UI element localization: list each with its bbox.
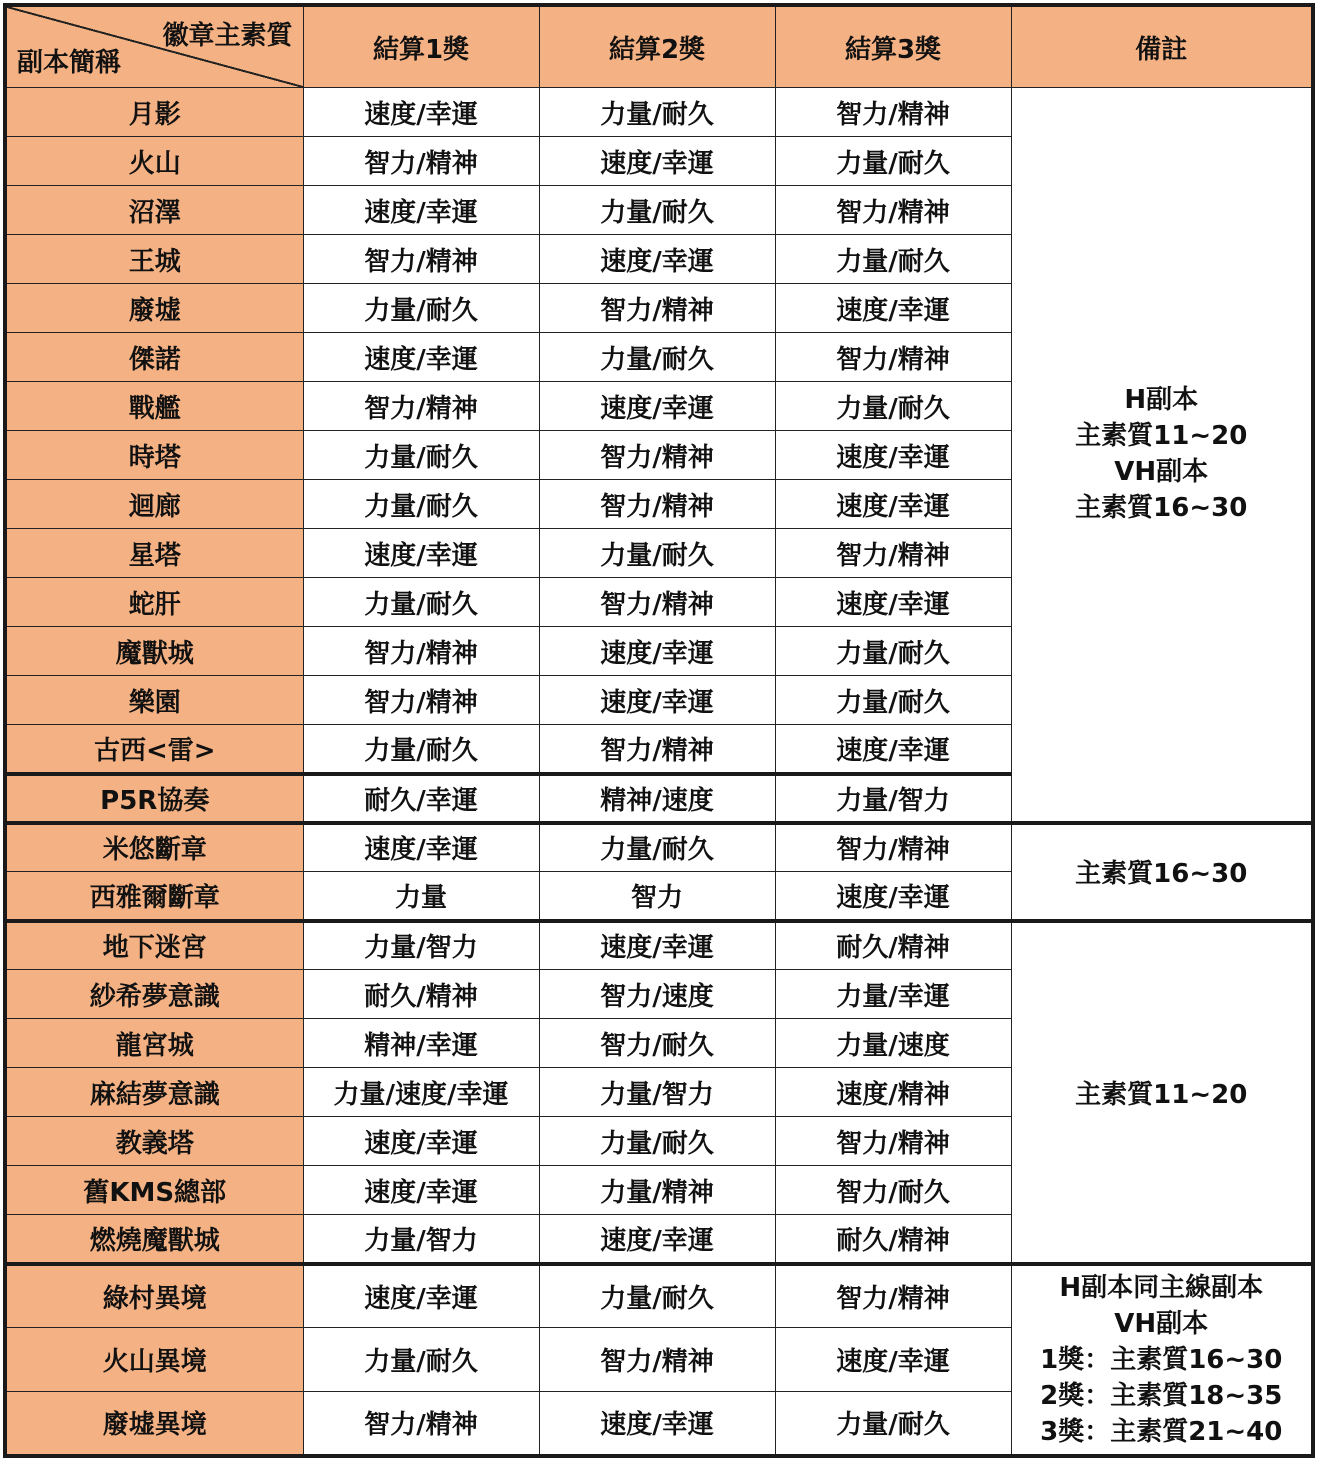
dungeon-name: 綠村異境 (5, 1264, 303, 1328)
reward-2-stats: 速度/幸運 (539, 1392, 775, 1456)
reward-1-stats: 速度/幸運 (303, 186, 539, 235)
note-group-3: 主素質11~20 (1011, 921, 1313, 1264)
reward-2-stats: 力量/智力 (539, 1068, 775, 1117)
reward-2-stats: 速度/幸運 (539, 627, 775, 676)
reward-3-stats: 智力/精神 (775, 186, 1011, 235)
reward-3-stats: 智力/精神 (775, 1117, 1011, 1166)
reward-3-stats: 智力/精神 (775, 823, 1011, 872)
reward-3-stats: 力量/耐久 (775, 137, 1011, 186)
table-row (5, 921, 1313, 970)
table-row (5, 823, 1313, 872)
dungeon-name: 龍宮城 (5, 1019, 303, 1068)
reward-1-stats: 力量/耐久 (303, 578, 539, 627)
reward-1-stats: 力量/耐久 (303, 284, 539, 333)
reward-1-stats: 速度/幸運 (303, 333, 539, 382)
reward-2-stats: 力量/耐久 (539, 529, 775, 578)
dungeon-name: 麻結夢意識 (5, 1068, 303, 1117)
dungeon-name: 月影 (5, 88, 303, 137)
reward-1-stats: 力量/智力 (303, 921, 539, 970)
reward-2-stats: 力量/耐久 (539, 186, 775, 235)
reward-1-stats: 力量/智力 (303, 1215, 539, 1264)
reward-1-stats: 力量/耐久 (303, 1328, 539, 1392)
reward-2-stats: 智力 (539, 872, 775, 921)
corner-header (5, 5, 303, 88)
note-line: 主素質16~30 (1075, 493, 1248, 524)
reward-1-stats: 速度/幸運 (303, 1166, 539, 1215)
note-group-4 (1011, 1264, 1313, 1456)
dungeon-name: 沼澤 (5, 186, 303, 235)
reward-2-stats: 速度/幸運 (539, 235, 775, 284)
note-group-2: 主素質16~30 (1011, 823, 1313, 921)
column-header-reward-2: 結算2獎 (539, 5, 775, 88)
reward-3-stats: 耐久/精神 (775, 921, 1011, 970)
reward-1-stats: 智力/精神 (303, 382, 539, 431)
reward-1-stats: 智力/精神 (303, 627, 539, 676)
dungeon-name: 火山 (5, 137, 303, 186)
reward-3-stats: 智力/精神 (775, 1264, 1011, 1328)
reward-1-stats: 耐久/精神 (303, 970, 539, 1019)
reward-2-stats: 力量/耐久 (539, 88, 775, 137)
dungeon-name: 西雅爾斷章 (5, 872, 303, 921)
reward-1-stats: 力量 (303, 872, 539, 921)
reward-1-stats: 耐久/幸運 (303, 774, 539, 823)
reward-3-stats: 速度/精神 (775, 1068, 1011, 1117)
dungeon-name: 星塔 (5, 529, 303, 578)
reward-2-stats: 力量/耐久 (539, 333, 775, 382)
reward-1-stats: 精神/幸運 (303, 1019, 539, 1068)
reward-1-stats: 速度/幸運 (303, 1117, 539, 1166)
reward-2-stats: 速度/幸運 (539, 382, 775, 431)
reward-2-stats: 智力/速度 (539, 970, 775, 1019)
reward-3-stats: 智力/精神 (775, 88, 1011, 137)
dungeon-name: 廢墟 (5, 284, 303, 333)
reward-2-stats: 力量/耐久 (539, 823, 775, 872)
reward-3-stats: 力量/耐久 (775, 627, 1011, 676)
column-header-reward-1: 結算1獎 (303, 5, 539, 88)
reward-3-stats: 速度/幸運 (775, 1328, 1011, 1392)
reward-2-stats: 速度/幸運 (539, 1215, 775, 1264)
reward-2-stats: 速度/幸運 (539, 676, 775, 725)
note-line: VH副本 (1114, 1308, 1209, 1339)
dungeon-name: 樂園 (5, 676, 303, 725)
dungeon-name: 燃燒魔獸城 (5, 1215, 303, 1264)
dungeon-name: 紗希夢意識 (5, 970, 303, 1019)
reward-3-stats: 耐久/精神 (775, 1215, 1011, 1264)
reward-3-stats: 速度/幸運 (775, 872, 1011, 921)
reward-1-stats: 力量/耐久 (303, 725, 539, 774)
reward-2-stats: 智力/精神 (539, 480, 775, 529)
table-row (5, 88, 1313, 137)
dungeon-name: 蛇肝 (5, 578, 303, 627)
reward-1-stats: 智力/精神 (303, 137, 539, 186)
reward-2-stats: 智力/精神 (539, 578, 775, 627)
dungeon-name: 米悠斷章 (5, 823, 303, 872)
dungeon-name: 戰艦 (5, 382, 303, 431)
dungeon-name: 迴廊 (5, 480, 303, 529)
dungeon-name: 魔獸城 (5, 627, 303, 676)
reward-3-stats: 速度/幸運 (775, 431, 1011, 480)
reward-1-stats: 力量/耐久 (303, 480, 539, 529)
reward-3-stats: 力量/耐久 (775, 1392, 1011, 1456)
note-line: 2獎：主素質18~35 (1040, 1380, 1283, 1411)
dungeon-name: P5R協奏 (5, 774, 303, 823)
table-row (5, 1264, 1313, 1328)
reward-3-stats: 力量/耐久 (775, 676, 1011, 725)
reward-3-stats: 智力/精神 (775, 529, 1011, 578)
reward-3-stats: 力量/速度 (775, 1019, 1011, 1068)
badge-stat-table (3, 3, 1315, 1458)
reward-1-stats: 速度/幸運 (303, 1264, 539, 1328)
reward-2-stats: 力量/精神 (539, 1166, 775, 1215)
corner-header-top: 徽章主素質 (162, 21, 293, 51)
reward-1-stats: 智力/精神 (303, 1392, 539, 1456)
reward-3-stats: 力量/耐久 (775, 382, 1011, 431)
reward-3-stats: 智力/耐久 (775, 1166, 1011, 1215)
reward-1-stats: 智力/精神 (303, 235, 539, 284)
note-line: 3獎：主素質21~40 (1040, 1416, 1283, 1447)
reward-3-stats: 速度/幸運 (775, 725, 1011, 774)
note-line: H副本同主線副本 (1059, 1272, 1264, 1303)
note-line: H副本 (1124, 385, 1199, 416)
reward-2-stats: 智力/精神 (539, 1328, 775, 1392)
reward-2-stats: 智力/精神 (539, 725, 775, 774)
reward-2-stats: 速度/幸運 (539, 921, 775, 970)
dungeon-name: 時塔 (5, 431, 303, 480)
reward-1-stats: 速度/幸運 (303, 529, 539, 578)
reward-3-stats: 速度/幸運 (775, 578, 1011, 627)
dungeon-name: 傑諾 (5, 333, 303, 382)
reward-2-stats: 智力/耐久 (539, 1019, 775, 1068)
reward-3-stats: 速度/幸運 (775, 480, 1011, 529)
dungeon-name: 廢墟異境 (5, 1392, 303, 1456)
note-line: 1獎：主素質16~30 (1040, 1344, 1283, 1375)
reward-3-stats: 力量/幸運 (775, 970, 1011, 1019)
reward-3-stats: 力量/智力 (775, 774, 1011, 823)
dungeon-name: 王城 (5, 235, 303, 284)
reward-1-stats: 力量/耐久 (303, 431, 539, 480)
note-group-1 (1011, 88, 1313, 823)
note-line: VH副本 (1114, 457, 1209, 488)
dungeon-name: 古西<雷> (5, 725, 303, 774)
reward-3-stats: 智力/精神 (775, 333, 1011, 382)
reward-2-stats: 智力/精神 (539, 284, 775, 333)
column-header-note: 備註 (1011, 5, 1313, 88)
corner-header-bottom: 副本簡稱 (17, 48, 122, 78)
note-line: 主素質11~20 (1075, 421, 1248, 452)
reward-1-stats: 智力/精神 (303, 676, 539, 725)
reward-3-stats: 速度/幸運 (775, 284, 1011, 333)
reward-2-stats: 力量/耐久 (539, 1117, 775, 1166)
dungeon-name: 火山異境 (5, 1328, 303, 1392)
reward-2-stats: 智力/精神 (539, 431, 775, 480)
reward-1-stats: 速度/幸運 (303, 823, 539, 872)
reward-2-stats: 力量/耐久 (539, 1264, 775, 1328)
dungeon-name: 地下迷宮 (5, 921, 303, 970)
reward-2-stats: 速度/幸運 (539, 137, 775, 186)
dungeon-name: 舊KMS總部 (5, 1166, 303, 1215)
dungeon-name: 教義塔 (5, 1117, 303, 1166)
reward-1-stats: 力量/速度/幸運 (303, 1068, 539, 1117)
column-header-reward-3: 結算3獎 (775, 5, 1011, 88)
reward-2-stats: 精神/速度 (539, 774, 775, 823)
reward-3-stats: 力量/耐久 (775, 235, 1011, 284)
reward-1-stats: 速度/幸運 (303, 88, 539, 137)
